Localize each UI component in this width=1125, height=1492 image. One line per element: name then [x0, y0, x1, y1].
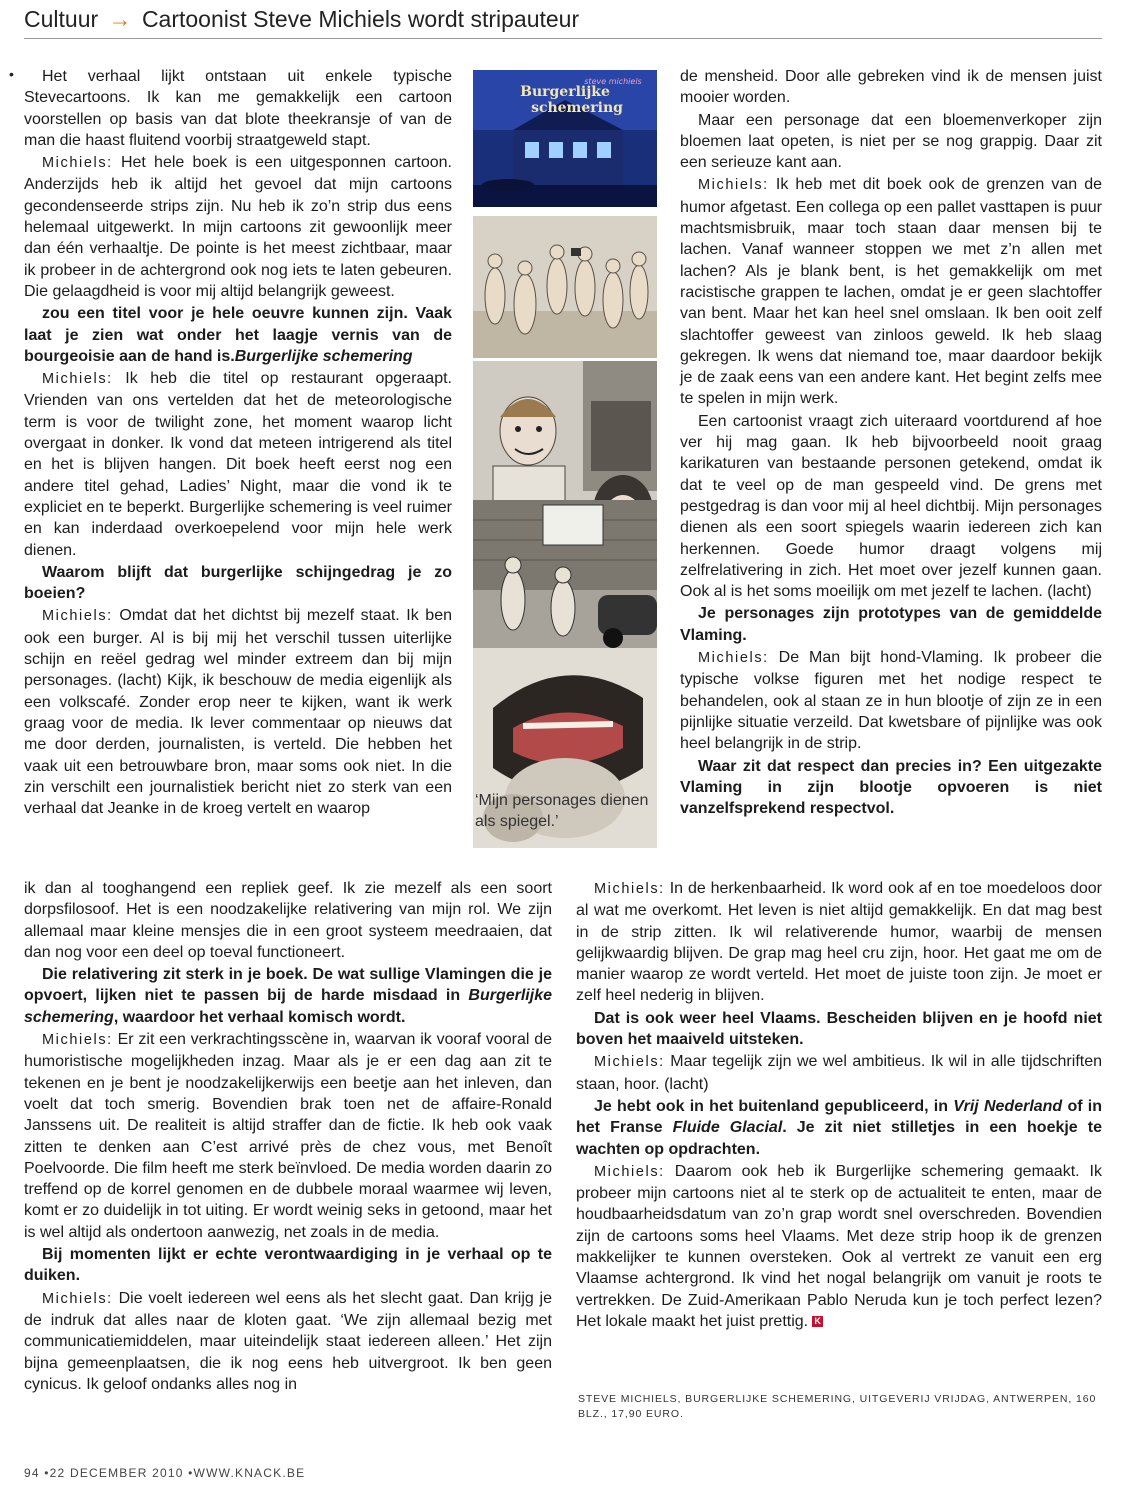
- text-run: Ik heb die titel op restaurant opgeraapt. Vrienden van ons vertelden dat het de meteorologische term is voor de twilight zone, het moment waarop licht overgaat in donker. Ik vond dat meteen intrigerend als titel en het is blijven hangen. Dit boek heeft eerst nog een andere titel gehad, Ladies’ Night, maar die vond ik te expliciet en te beperkt. Burgerlijke schemering is veel ruimer en kan inderdaad overkoepelend voor mijn hele werk dienen.: [24, 370, 452, 559]
- text-run: Omdat dat het dichtst bij mezelf staat. Ik ben ook een burger. Al is bij mij het verschil tussen uiterlijke schijn en reëel gedrag wel minder extreem dan bij mijn personages. (lacht) Kijk, ik beschouw de media eigenlijk als een volkscafé. Zonder erop neer te kijken, want ik werk graag voor de media. Ik lever commentaar op nieuws dat me door derden, journalisten, is verteld. Die hebben het vaak uit een betrouwbare bron, maar soms ook niet. In die zin verschilt een journalistiek bericht niet zo sterk van een verhaal dat Jeanke in de kroeg vertelt en waarop: [24, 607, 452, 818]
- interview-question: [680, 603, 1102, 646]
- cover-author: steve michiels: [584, 77, 642, 86]
- text-run: zou een titel voor je hele oeuvre kunnen zijn. Vaak laat je zien wat onder het laagje vernis van de bourgeoisie aan de hand is.: [24, 305, 452, 365]
- speaker-name: Michiels:: [42, 1290, 113, 1307]
- interview-question: [576, 1096, 1102, 1160]
- interview-question: [24, 303, 452, 367]
- text-run: De Man bijt hond-Vlaming. Ik probeer die typische volkse figuren met het nodige respect te behandelen, ook al staan ze in hun blootje of zijn ze in een pijnlijke situatie verzeild. Dat kwetsbare of pijnlijke was ook heel belangrijk in de strip.: [680, 649, 1102, 753]
- speaker-name: Michiels:: [42, 608, 113, 625]
- interview-answer: [576, 1161, 1102, 1332]
- arrow-right-icon: →: [108, 6, 132, 32]
- text-run: Waarom blijft dat burgerlijke schijngedrag je zo boeien?: [24, 563, 452, 603]
- text-run: Maar tegelijk zijn we wel ambitieus. Ik wil in alle tijdschriften staan, hoor. (lacht): [576, 1053, 1102, 1093]
- speaker-name: Michiels:: [42, 155, 113, 172]
- paragraph: [24, 66, 452, 151]
- image-caption: ‘Mijn personages dienen als spiegel.’: [475, 792, 649, 830]
- text-run: Het hele boek is een uitgesponnen cartoon. Anderzijds heb ik altijd het gevoel dat mijn cartoons gecondenseerde strips zijn. Nu heb ik zo’n strip dus eens helemaal uitgewerkt. In mijn cartoons zit gewoonlijk meer dan één verhaaltje. De pointe is het meest zichtbaar, maar ik probeer in de achtergrond ook nog iets te laten gebeuren. Die gelaagdheid is voor mij altijd belangrijk geweest.: [24, 154, 452, 300]
- bathers-illustration: [473, 216, 657, 358]
- interview-question: [24, 562, 452, 605]
- article-title: Cartoonist Steve Michiels wordt stripauteur: [141, 6, 580, 32]
- interview-answer: [24, 1029, 552, 1243]
- speaker-name: Michiels:: [594, 1054, 665, 1071]
- book-credit: STEVE MICHIELS, BURGERLIJKE SCHEMERING, UITGEVERIJ VRIJDAG, ANTWERPEN, 160 BLZ., 17,90 EURO.: [578, 1393, 1097, 1420]
- interview-answer: [680, 647, 1102, 754]
- interview-question: [24, 964, 552, 1028]
- text-run: ik dan al tooghangend een repliek geef. Ik zie mezelf als een soort dorpsfilosoof. Het is een noodzakelijke relativering van mijn rol. We zijn allemaal maar kleine mensjes die in een groot systeem meedraaien, dat dan nog voor een deel op toeval functioneert.: [24, 880, 552, 961]
- text-run: Daarom ook heb ik Burgerlijke schemering gemaakt. Ik probeer mijn cartoons niet al te sterk op de actualiteit te enten, maar de houdbaarheidsdatum van zo’n grap wordt snel overschreden. Bovendien zijn de cartoons soms heel Vlaams. Met deze strip hoop ik de grenzen makkelijker te kunnen oversteken. Ook al vertrekt ze vanuit een erg Vlaamse achtergrond. Ik vind het nogal belangrijk om vanuit je roots te vertrekken. De Zuid-Amerikaan Pablo Neruda kun je toch perfect lezen? Het lokale maakt het juist prettig.: [576, 1162, 1102, 1330]
- interview-answer: [24, 605, 452, 819]
- interview-question: [680, 756, 1102, 820]
- text-run: Ik heb met dit boek ook de grenzen van de humor afgetast. Een collega op een pallet vasttapen is puur machtsmisbruik, maar toch staan daar mensen bij te lachen. Vanaf wanneer stoppen we met z’n allen met lachen? Als je blank bent, is het gemakkelijk om met racistische grappen te lachen, omdat je er geen slachtoffer van bent. Maar het kan heel snel omslaan. Ik ben ooit zelf slachtoffer geweest van zinloos geweld. Ik heb slaag gekregen. Ik wens dat niemand toe, maar daardoor bekijk je de zaak eens van een andere kant. Het begint zelfs mee te spelen in mijn werk.: [680, 176, 1102, 408]
- knack-end-mark-icon: K: [812, 1316, 823, 1327]
- speaker-name: Michiels:: [42, 1032, 113, 1049]
- paragraph: [680, 110, 1102, 174]
- italic-title: Burgerlijke schemering: [24, 987, 552, 1026]
- paragraph-continued: [24, 878, 552, 963]
- text-run: Maar een personage dat een bloemenverkoper zijn bloemen laat opeten, is niet per se nog grappig. Daar zit een serieuze kant aan.: [680, 111, 1102, 172]
- book-cover-image: [473, 70, 657, 207]
- text-run: Je personages zijn prototypes van de gemiddelde Vlaming.: [680, 605, 1102, 644]
- cover-title-line1: Burgerlijke: [520, 84, 610, 100]
- page-header: [24, 4, 1102, 39]
- column-right-top: [680, 66, 1102, 819]
- bullet-icon: •: [9, 66, 14, 82]
- speaker-name: Michiels:: [42, 371, 113, 388]
- interview-answer: [24, 368, 452, 561]
- text-run: Er zit een verkrachtingsscène in, waarvan ik vooraf vooral de humoristische mogelijkheden inzag. Maar als je er een dag aan zit te tekenen en je bent je noodzakelijkerwijs een beetje aan het inleven, dan voelt dat toch smerig. Bovendien brak toen net de affaire-Ronald Janssens uit. De realiteit is altijd straffer dan de fictie. Ik heb ook vaak zitten te denken aan C’est arrivé près de chez vous, met Benoît Poelvoorde. Die film heeft me sterk beïnvloed. De media worden daarin zo treffend op de korrel genomen en de dubbele moraal waarmee wij leven, komt er zo duidelijk in tot uiting. Er wordt weinig seks in getoond, maar het is wel altijd als ondertoon aanwezig, net zoals in de media.: [24, 1031, 552, 1241]
- text-run: Die relativering zit sterk in je boek. De wat sullige Vlamingen die je opvoert, lijken niet te passen bij de harde misdaad in: [24, 966, 552, 1005]
- column-left-bottom: [24, 878, 552, 1395]
- page-footer: 94 •22 DECEMBER 2010 •WWW.KNACK.BE: [24, 1466, 306, 1480]
- paragraph-continued: [680, 66, 1102, 109]
- interview-answer: [576, 1051, 1102, 1095]
- speaker-name: Michiels:: [698, 177, 769, 194]
- text-run: In de herkenbaarheid. Ik word ook af en toe moedeloos door al wat me overkomt. Het leven is niet altijd gemakkelijk. En dat mag best in de strip zitten. Ik wil relativerende humor, waarbij de mensen gelijkwaardig blijven. De grap mag heel cru zijn, hoor. Het gaat me om de manier waarop ze wordt verteld. Het moet de juiste toon zijn. Je moet er zelf heel nederig in blijven.: [576, 880, 1102, 1005]
- text-run: Een cartoonist vraagt zich uiteraard voortdurend af hoe ver hij mag gaan. Ik heb bijvoorbeeld nooit graag karikaturen van bestaande personen getekend, omdat ik dat te veel op de man gespeeld vind. De grens met pestgedrag is dan voor mij al heel dichtbij. Mijn personages dienen als een soort spiegels waarin iedereen zich kan herkennen. Goede humor draagt volgens mij zelfrelativering in zich. Het moet over jezelf kunnen gaan. Ook al is het soms moeilijk om met jezelf te lachen. (lacht): [680, 412, 1102, 601]
- text-run: Die voelt iedereen wel eens als het slecht gaat. Dan krijg je de indruk dat alles naar de kloten gaat. ‘We zijn allemaal bezig met communicatiemiddelen, maar uiteindelijk staat iedereen alleen.’ Het zijn bijna gemeenplaatsen, die ik nog eens heb uitvergroot. Ik ben geen cynicus. Ik geloof ondanks alles nog in: [24, 1289, 552, 1393]
- text-run: of in het Franse: [576, 1097, 1103, 1137]
- street-fight-illustration: [473, 500, 657, 650]
- column-left-top: [24, 66, 452, 819]
- text-run: Je hebt ook in het buitenland gepubliceerd, in: [594, 1097, 954, 1115]
- interview-answer: [24, 1288, 552, 1395]
- italic-title: Burgerlijke schemering: [234, 347, 413, 365]
- interview-answer: [24, 152, 452, 302]
- italic-title: Vrij Nederland: [953, 1097, 1063, 1115]
- text-run: Bij momenten lijkt er echte verontwaardiging in je verhaal op te duiken.: [24, 1246, 552, 1285]
- speaker-name: Michiels:: [594, 881, 665, 897]
- text-run: Waar zit dat respect dan precies in? Een uitgezakte Vlaming in zijn blootje opvoeren is niet vanzelfsprekend respectvol.: [680, 757, 1102, 818]
- cover-title-line2: schemering: [531, 100, 623, 116]
- interview-answer: [680, 174, 1102, 409]
- interview-answer: [576, 878, 1102, 1007]
- italic-title: Fluide Glacial: [672, 1119, 783, 1137]
- paragraph: [680, 411, 1102, 603]
- column-right-bottom: [576, 878, 1102, 1332]
- text-run: . Je zit niet stilletjes in een hoekje te wachten op opdrachten.: [576, 1119, 1103, 1158]
- interview-question: [24, 1244, 552, 1287]
- text-run: de mensheid. Door alle gebreken vind ik de mensen juist mooier worden.: [680, 68, 1102, 107]
- speaker-name: Michiels:: [594, 1163, 665, 1180]
- speaker-name: Michiels:: [698, 650, 769, 667]
- text-run: Het verhaal lijkt ontstaan uit enkele typische Stevecartoons. Ik kan me gemakkelijk een cartoon voorstellen op basis van dat blote theekransje of van de man die haast fluitend voorbij straatgeweld stapt.: [24, 68, 452, 149]
- section-label: Cultuur: [24, 6, 99, 32]
- text-run: , waardoor het verhaal komisch wordt.: [113, 1008, 406, 1026]
- text-run: Dat is ook weer heel Vlaams. Bescheiden blijven en je hoofd niet boven het maaiveld uitsteken.: [576, 1009, 1102, 1049]
- interview-question: [576, 1008, 1102, 1051]
